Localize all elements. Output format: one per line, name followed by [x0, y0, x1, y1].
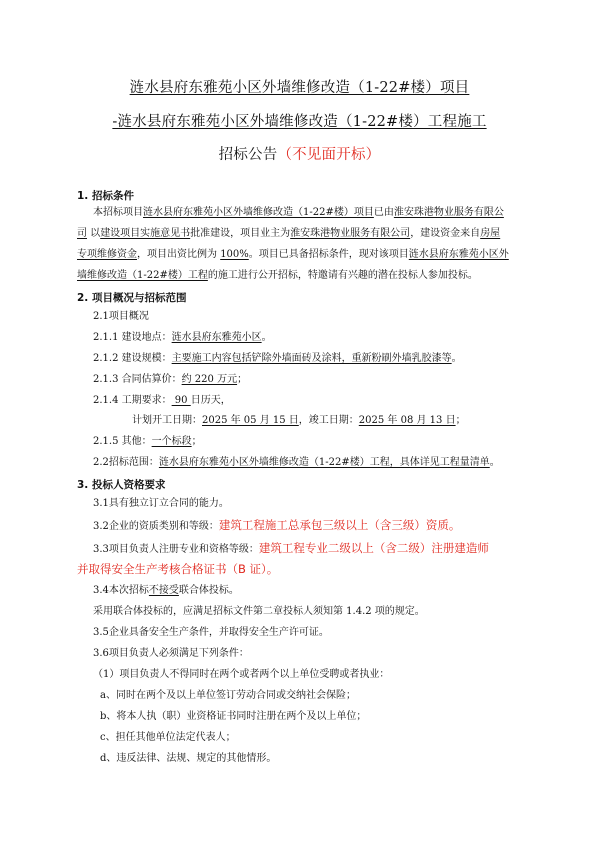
title-announcement: 招标公告 — [218, 147, 278, 163]
text: ，建设资金来自 — [410, 228, 481, 239]
s2-dates — [132, 414, 466, 428]
text: 。项目已具备招标条件，现对该项目 — [248, 249, 409, 260]
title-line-3 — [0, 143, 599, 164]
text: 计划开工日期： — [132, 415, 202, 426]
s3-item-3-4 — [93, 584, 239, 598]
text: 本招标项目 — [93, 207, 143, 218]
title-note: （不见面开标） — [277, 147, 381, 163]
s3-condition-b: b、将本人执（职）业资格证书同时注册在两个及以上单位； — [100, 711, 367, 722]
text: 联合体投标。 — [178, 585, 239, 596]
s2-scope — [93, 456, 500, 470]
price-value: 约 220 万元 — [181, 374, 238, 385]
text: ； — [237, 374, 248, 385]
title-line-2 — [0, 110, 599, 131]
duration-value: 90 — [171, 395, 191, 406]
text: 3.2企业的资质类别和等级： — [93, 521, 219, 532]
lot-value: 一个标段 — [151, 436, 192, 447]
work-name-tail: 墙维修改造（1-22#楼）工程 — [77, 270, 208, 281]
s1-paragraph-line-2 — [77, 227, 500, 241]
text: ； — [191, 436, 202, 447]
s2-contract-price — [93, 373, 247, 387]
s1-paragraph-line-1 — [93, 206, 504, 220]
text: ，竣工日期： — [298, 415, 359, 426]
s3-item-3-3-cont — [77, 562, 278, 578]
completion-date: 2025 年 08 月 13 日 — [358, 415, 456, 426]
title-section-name: -涟水县府东雅苑小区外墙维修改造（1-22#楼）工程施工 — [112, 114, 487, 130]
title-project-name: 涟水县府东雅苑小区外墙维修改造（1-22#楼）项目 — [129, 80, 470, 96]
s3-item-3-6: 3.6项目负责人必须满足下列条件： — [93, 648, 249, 659]
approval-document: 建设项目实施意见书 — [100, 228, 191, 239]
s2-other — [93, 435, 202, 449]
s3-item-3-2 — [93, 518, 460, 534]
text: 2.1.3 合同估算价： — [93, 374, 182, 385]
scope-value: 涟水县府东雅苑小区外墙维修改造（1-22#楼）工程，具体详见工程量清单 — [158, 457, 490, 468]
s3-condition-d: d、违反法律、法规、规定的其他情形。 — [100, 753, 277, 764]
s2-location — [93, 331, 272, 345]
s2-scale — [93, 352, 462, 366]
text: 3.3项目负责人注册专业和资格等级： — [93, 544, 259, 555]
fund-source: 房屋 — [480, 228, 501, 239]
text: 2.1.1 建设地点： — [93, 332, 172, 343]
text: ，项目出资比例为 — [137, 249, 221, 260]
qualification-requirement: 建筑工程施工总承包三级以上（含三级）资质。 — [218, 518, 461, 532]
s3-item-3-3 — [93, 541, 489, 557]
s1-paragraph-line-3 — [77, 248, 509, 262]
text: 。 — [261, 332, 272, 343]
s2-duration — [93, 394, 231, 408]
text: 。 — [489, 457, 500, 468]
text: 日历天， — [190, 395, 231, 406]
manager-requirement: 建筑工程专业二级以上（含二级）注册建造师 — [258, 541, 489, 555]
section-2-heading: 2. 项目概况与招标范围 — [77, 292, 187, 304]
text: 批准建设，项目业主为 — [190, 228, 291, 239]
project-name: 涟水县府东雅苑小区外墙维修改造（1-22#楼）项目 — [143, 207, 374, 218]
scale-value: 主要施工内容包括铲除外墙面砖及涂料，重新粉刷外墙乳胶漆等 — [171, 353, 452, 364]
section-1-heading: 1. 招标条件 — [77, 190, 134, 202]
work-name: 涟水县府东雅苑小区外 — [408, 249, 509, 260]
text: 。 — [451, 353, 462, 364]
project-owner: 淮安珠港物业服务有限公司 — [290, 228, 411, 239]
text: 2.1.4 工期要求： — [93, 395, 172, 406]
s3-condition-1: （1）项目负责人不得同时在两个或者两个以上单位受聘或者执业： — [93, 669, 390, 680]
start-date: 2025 年 05 月 15 日 — [202, 415, 299, 426]
text: 已由 — [373, 207, 394, 218]
text: ； — [455, 415, 466, 426]
s3-condition-a: a、同时在两个及以上单位签订劳动合同或交纳社会保险； — [100, 690, 356, 701]
s3-item-3-5: 3.5企业具备安全生产条件，并取得安全生产许可证。 — [93, 627, 329, 638]
text: 的施工进行公开招标，特邀请有兴趣的潜在投标人参加投标。 — [207, 270, 478, 281]
title-line-1 — [0, 76, 599, 97]
fund-source-tail: 专项维修资金 — [77, 249, 137, 260]
s1-paragraph-line-4 — [77, 269, 478, 283]
text: 2.1.5 其他： — [93, 436, 152, 447]
manager-requirement-tail: 并取得安全生产考核合格证书（B 证）。 — [77, 562, 279, 576]
text: 3.4本次招标 — [93, 585, 149, 596]
section-3-heading: 3. 投标人资格要求 — [77, 479, 166, 491]
owner-name: 淮安珠港物业服务有限公 — [393, 207, 504, 218]
consortium-value: 不接受 — [148, 585, 179, 596]
text: 2.2招标范围： — [93, 457, 159, 468]
s3-item-3-1: 3.1具有独立订立合同的能力。 — [93, 498, 229, 509]
s3-consortium-note: 采用联合体投标的，应满足招标文件第二章投标人须知第 1.4.2 项的规定。 — [93, 606, 425, 617]
owner-name-tail: 司 — [77, 228, 87, 239]
text: 2.1.2 建设规模： — [93, 353, 172, 364]
location-value: 涟水县府东雅苑小区 — [171, 332, 262, 343]
funding-ratio: 100% — [220, 249, 249, 260]
s3-condition-c: c、担任其他单位法定代表人； — [100, 732, 236, 743]
text: 以 — [87, 228, 101, 239]
s2-overview: 2.1项目概况 — [93, 311, 149, 322]
